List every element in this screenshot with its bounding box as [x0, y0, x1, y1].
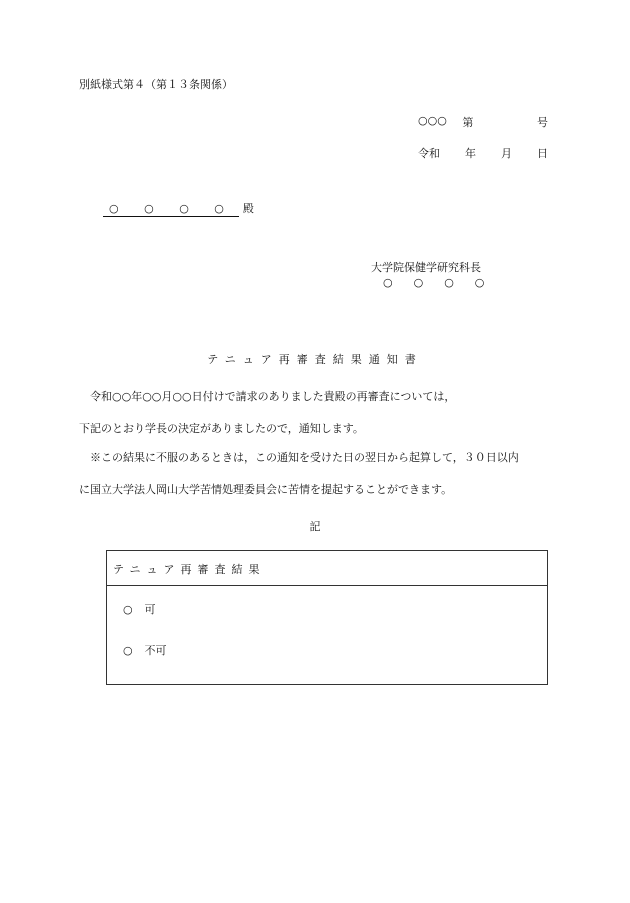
addressee-honorific: 殿 [242, 202, 254, 215]
body-note-line-1: ※この結果に不服のあるときは，この通知を受けた日の翌日から起算して，３０日以内 [90, 451, 519, 464]
sender-title: 大学院保健学研究科長 [371, 261, 481, 274]
body-note-line-2: に国立大学法人岡山大学苦情処理委員会に苦情を提起することができます。 [79, 483, 453, 496]
option-label: 不可 [144, 644, 167, 657]
document-title: テニュア再審査結果通知書 [207, 353, 423, 366]
body-paragraph-2: 下記のとおり学長の決定がありましたので，通知します。 [79, 422, 364, 435]
date-day: 日 [537, 147, 548, 160]
addressee-name: ○ ○ ○ ○ [103, 202, 239, 217]
form-label: 別紙様式第４（第１３条関係） [79, 78, 233, 91]
sender-name: ○○○○ [383, 276, 506, 289]
option-circle-mark: ○ [123, 603, 133, 616]
result-table [106, 550, 548, 685]
ki-heading: 記 [309, 520, 321, 533]
number-go: 号 [536, 116, 548, 129]
option-circle-mark: ○ [123, 644, 133, 657]
addressee [103, 200, 254, 217]
date-month: 月 [501, 147, 512, 160]
document-date-line [418, 145, 548, 161]
number-placeholder: ○○○ [418, 114, 447, 127]
date-year: 年 [465, 147, 476, 160]
number-dai: 第 [462, 116, 474, 129]
date-era: 令和 [418, 147, 440, 160]
option-label: 可 [144, 603, 156, 616]
result-option-approved [123, 601, 156, 617]
result-option-rejected [123, 642, 167, 658]
result-table-header: テニュア再審査結果 [107, 551, 547, 586]
document-number-line [418, 114, 548, 130]
body-paragraph-1: 令和○○年○○月○○日付けで請求のありました貴殿の再審査については， [90, 390, 456, 403]
